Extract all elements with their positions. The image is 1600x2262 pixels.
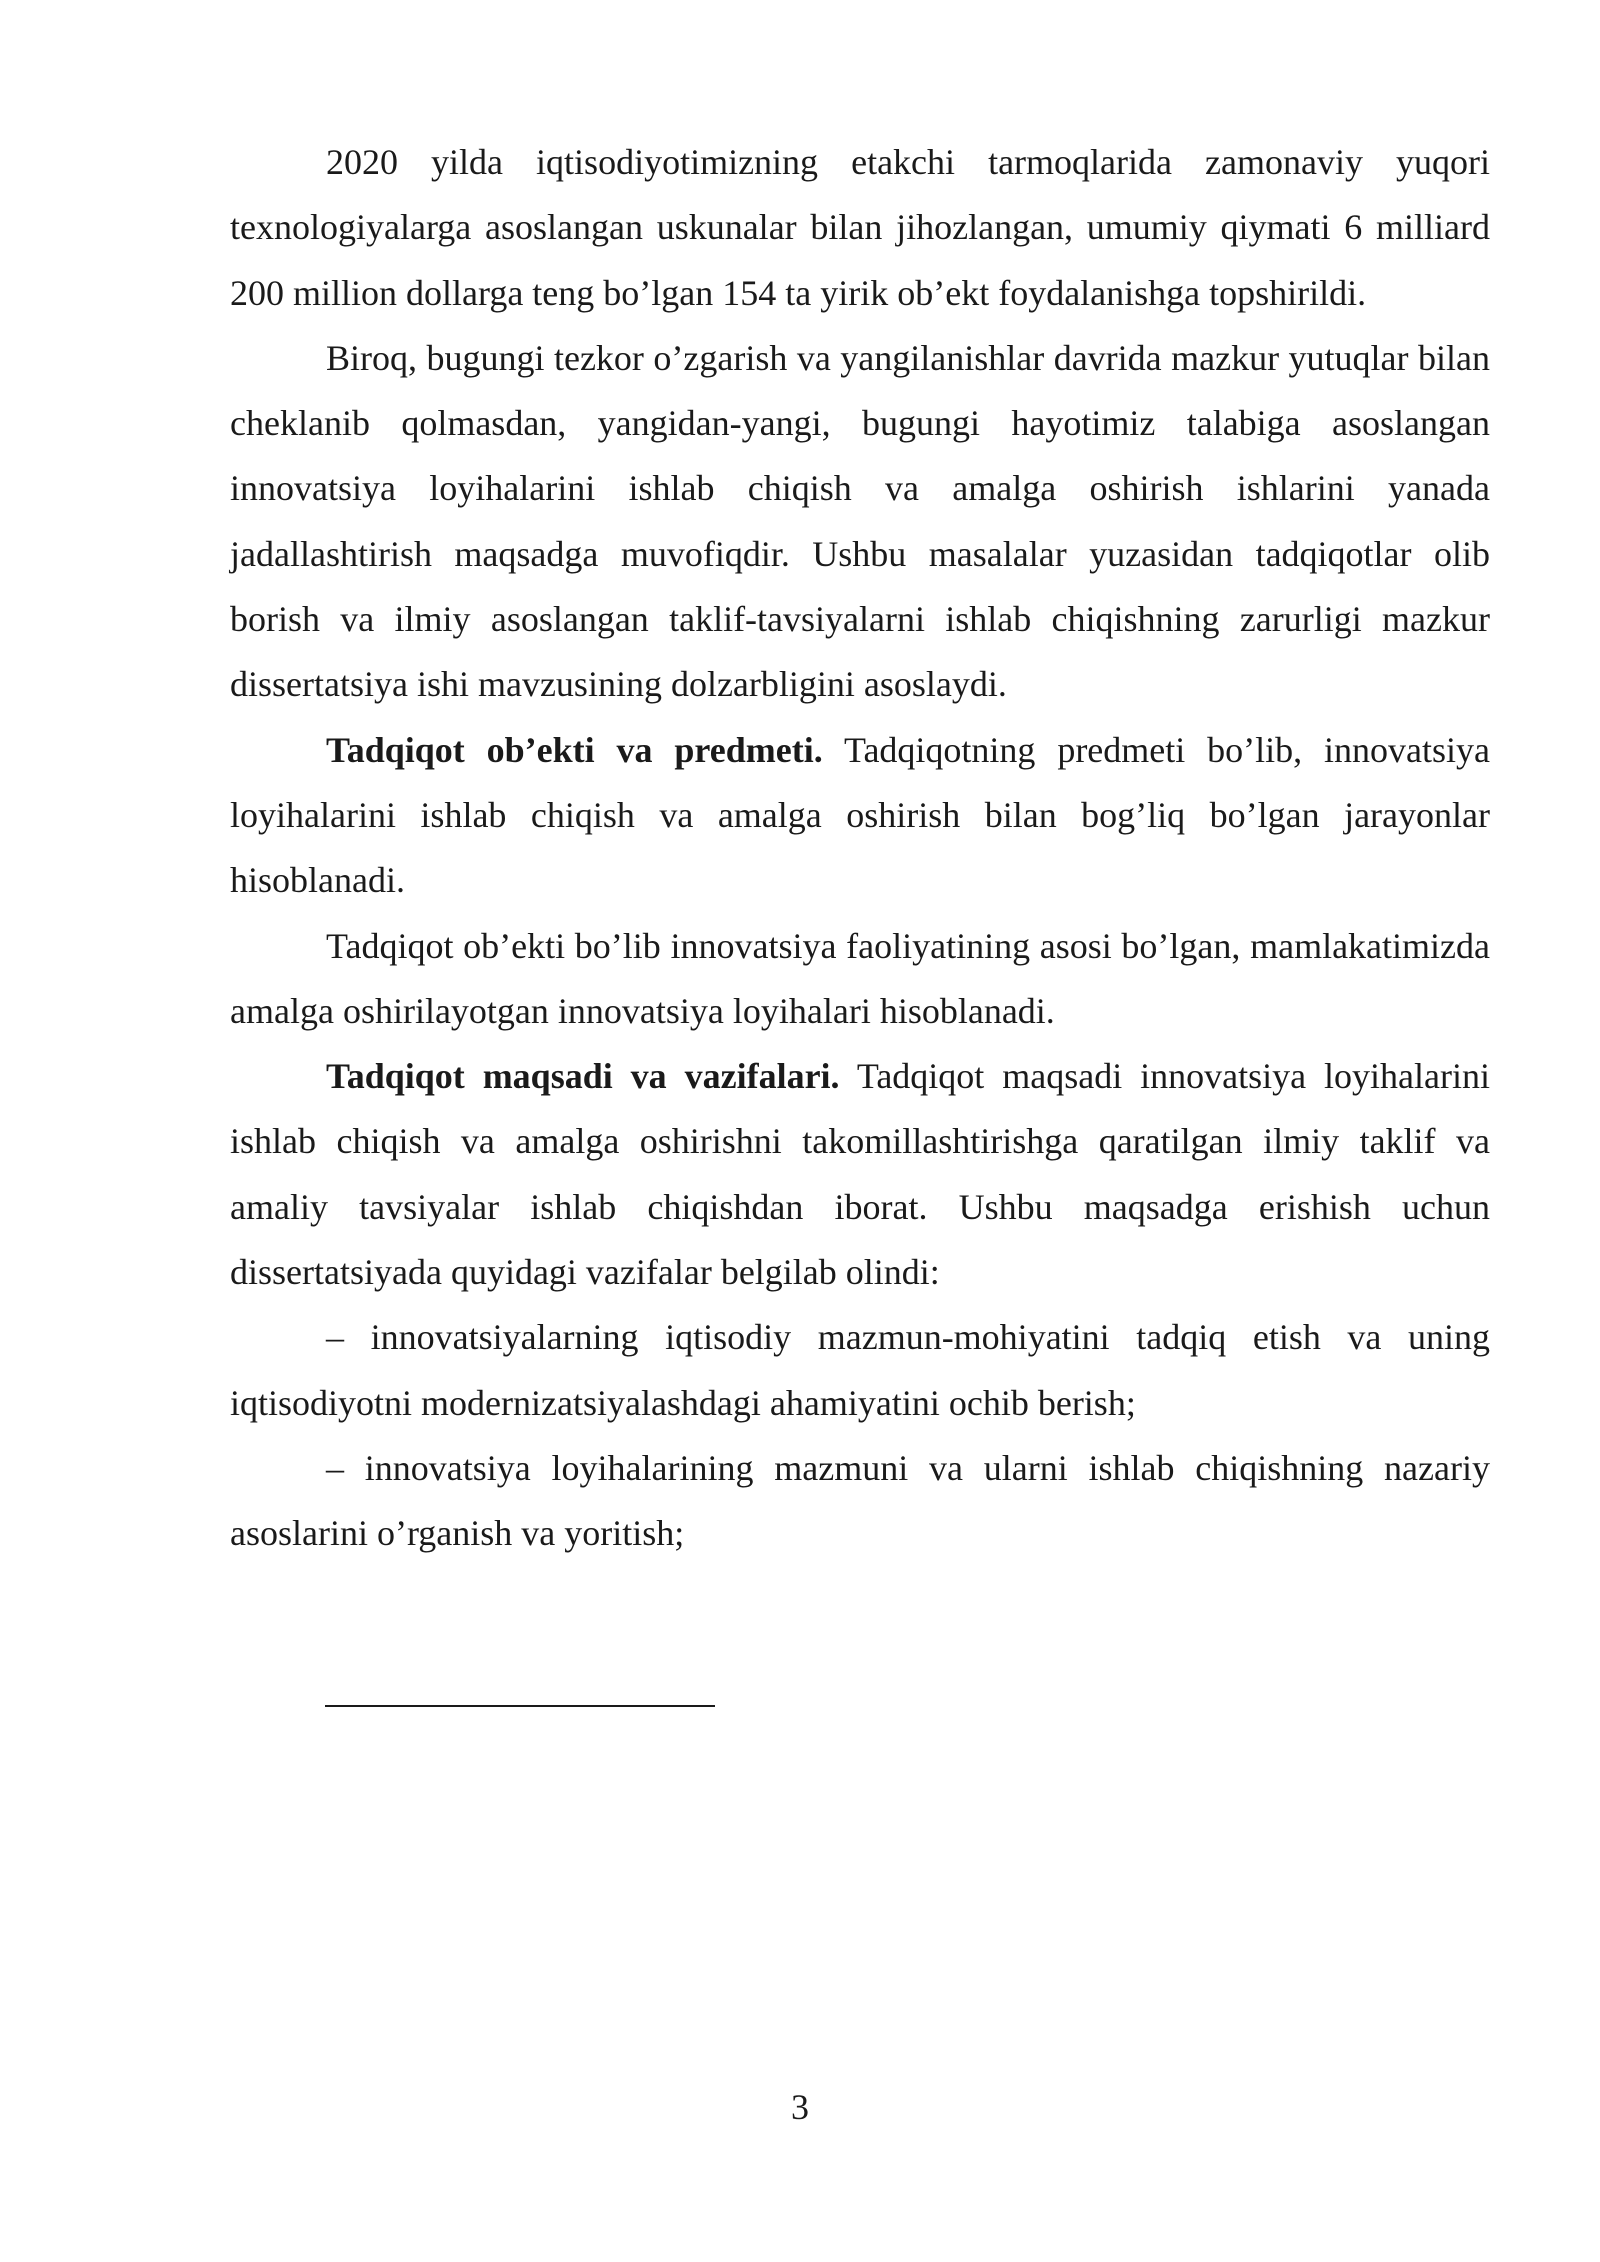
list-item-1 <box>230 1305 1490 1436</box>
list-item-2 <box>230 1436 1490 1567</box>
paragraph-4 <box>230 914 1490 1045</box>
paragraph-3-text: Tadqiqotning predmeti bo’lib, innovatsiya loyihalarini ishlab chiqish va amalga oshirish bilan bog’liq bo’lgan jarayonlar hisoblanadi. <box>230 729 1490 901</box>
list-item-1-text: – innovatsiyalarning iqtisodiy mazmun-mohiyatini tadqiq etish va uning iqtisodiyotni modernizatsiyalashdagi ahamiyatini ochib berish; <box>230 1317 1490 1423</box>
paragraph-3-lead-heading: Tadqiqot ob’ekti va predmeti. <box>326 729 823 770</box>
paragraph-2-text: Biroq, bugungi tezkor o’zgarish va yangilanishlar davrida mazkur yutuqlar bilan cheklanib qolmasdan, yangidan-yangi, bugungi hayotimiz talabiga asoslangan innovatsiya loyihalarini ishlab chiqish va amalga oshirish ishlarini yanada jadallashtirish maqsadga muvofiqdir. Ushbu masalalar yuzasidan tadqiqotlar olib borish va ilmiy asoslangan taklif-tavsiyalarni ishlab chiqishning zarurligi mazkur dissertatsiya ishi mavzusining dolzarbligini asoslaydi. <box>230 337 1490 705</box>
paragraph-1 <box>230 130 1490 326</box>
paragraph-3 <box>230 718 1490 914</box>
body-text <box>230 130 1490 1567</box>
footnote-separator <box>325 1705 715 1707</box>
paragraph-1-text: 2020 yilda iqtisodiyotimizning etakchi tarmoqlarida zamonaviy yuqori texnologiyalarga asoslangan uskunalar bilan jihozlangan, umumiy qiymati 6 milliard 200 million dollarga teng bo’lgan 154 ta yirik ob’ekt foydalanishga topshirildi. <box>230 142 1490 313</box>
paragraph-5-text: Tadqiqot maqsadi innovatsiya loyihalarini ishlab chiqish va amalga oshirishni takomillashtirishga qaratilgan ilmiy taklif va amaliy tavsiyalar ishlab chiqishdan iborat. Ushbu maqsadga erishish uchun dissertatsiyada quyidagi vazifalar belgilab olindi: <box>230 1056 1490 1293</box>
paragraph-5-lead-heading: Tadqiqot maqsadi va vazifalari. <box>326 1056 840 1097</box>
paragraph-5 <box>230 1044 1490 1305</box>
paragraph-2 <box>230 326 1490 718</box>
paragraph-4-text: Tadqiqot ob’ekti bo’lib innovatsiya faoliyatining asosi bo’lgan, mamlakatimizda amalga oshirilayotgan innovatsiya loyihalari hisoblanadi. <box>230 925 1490 1031</box>
page-number: 3 <box>791 2087 809 2127</box>
list-item-2-text: – innovatsiya loyihalarining mazmuni va ularni ishlab chiqishning nazariy asoslarini o’rganish va yoritish; <box>230 1447 1490 1554</box>
